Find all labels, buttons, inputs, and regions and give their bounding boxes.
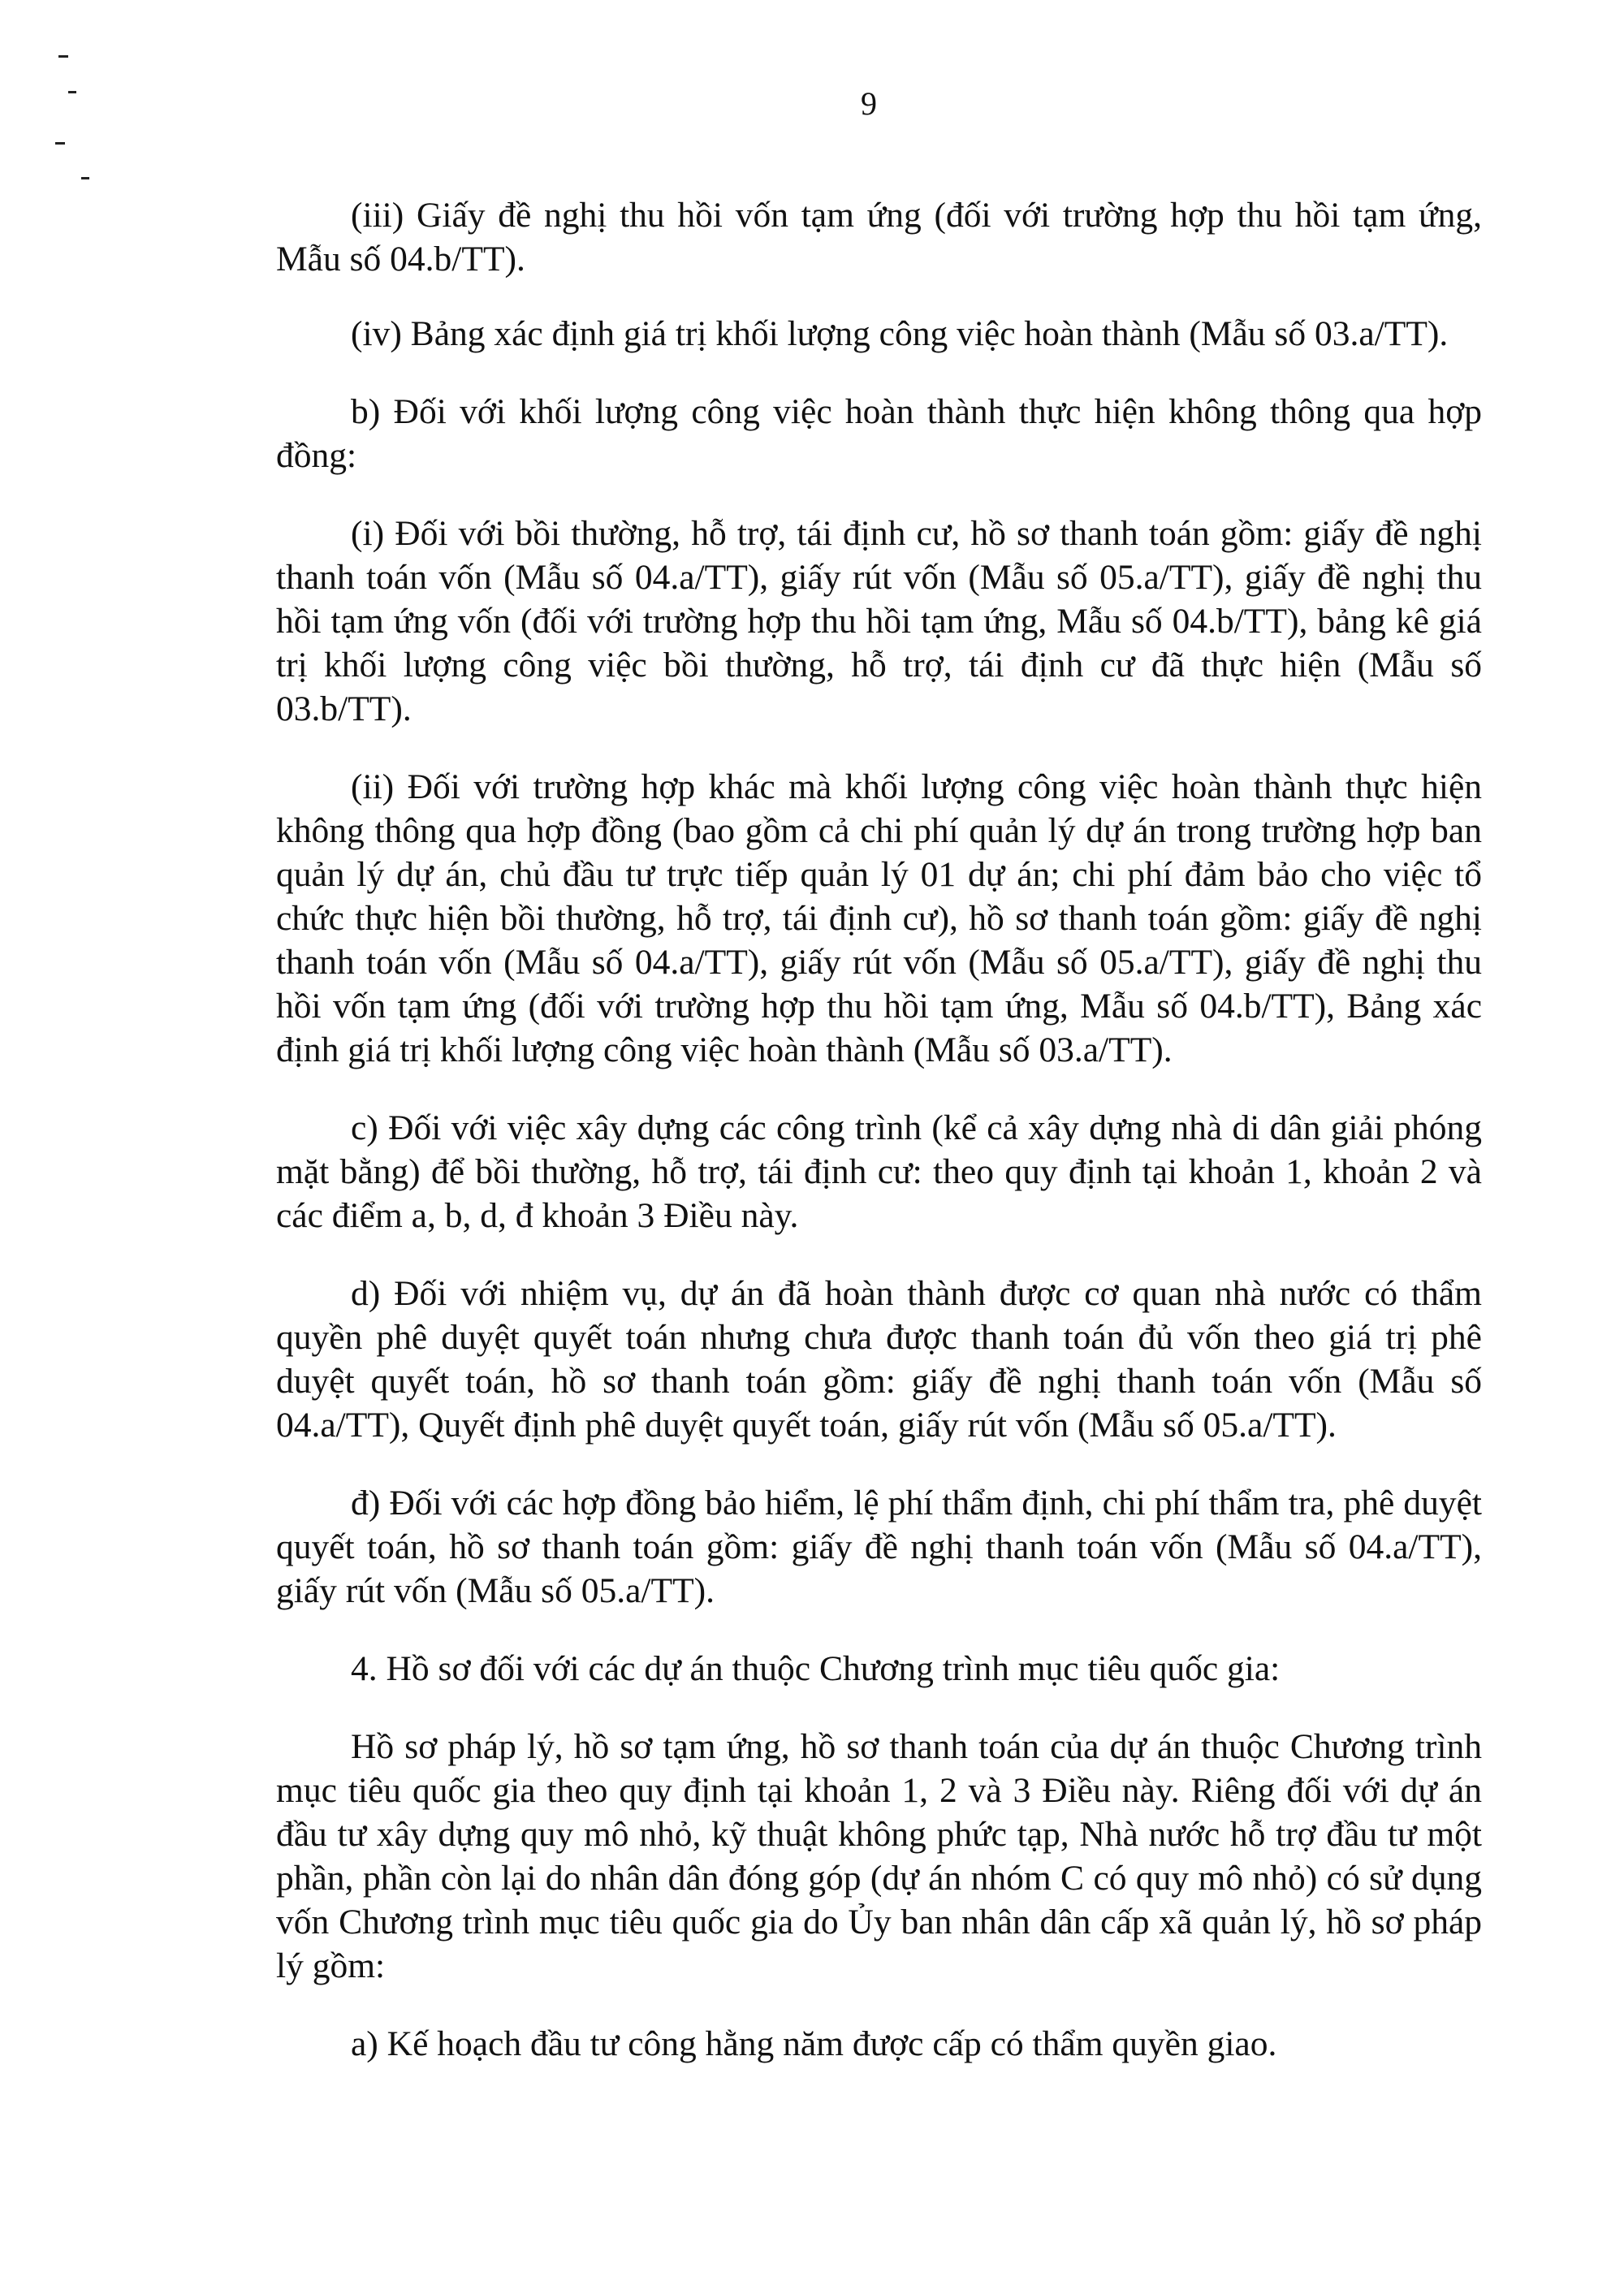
paragraph-iii-recovery-request: (iii) Giấy đề nghị thu hồi vốn tạm ứng (đối với trường hợp thu hồi tạm ứng, Mẫu số 04.b/TT). (276, 196, 1482, 279)
margin-mark (81, 177, 89, 179)
paragraph-a-investment-plan: a) Kế hoạch đầu tư công hằng năm được cấp có thẩm quyền giao. (351, 2024, 1277, 2063)
paragraph-ii-other-cases: (ii) Đối với trường hợp khác mà khối lượng công việc hoàn thành thực hiện không thông qua hợp đồng (bao gồm cả chi phí quản lý dự án trong trường hợp ban quản lý dự án, chủ đầu tư trực tiếp quản lý 01 dự án; chi phí đảm bảo cho việc tổ chức thực hiện bồi thường, hỗ trợ, tái định cư), hồ sơ thanh toán gồm: giấy đề nghị thanh toán vốn (Mẫu số 04.a/TT), giấy rút vốn (Mẫu số 05.a/TT), giấy đề nghị thu hồi vốn tạm ứng (đối với trường hợp thu hồi tạm ứng, Mẫu số 04.b/TT), Bảng xác định giá trị khối lượng công việc hoàn thành (Mẫu số 03.a/TT). (276, 767, 1482, 1069)
paragraph-i-compensation: (i) Đối với bồi thường, hỗ trợ, tái định cư, hồ sơ thanh toán gồm: giấy đề nghị thanh toán vốn (Mẫu số 04.a/TT), giấy rút vốn (Mẫu số 05.a/TT), giấy đề nghị thu hồi tạm ứng vốn (đối với trường hợp thu hồi tạm ứng, Mẫu số 04.b/TT), bảng kê giá trị khối lượng công việc bồi thường, hỗ trợ, tái định cư đã thực hiện (Mẫu số 03.b/TT). (276, 514, 1482, 728)
margin-mark (58, 55, 68, 58)
paragraph-dd-insurance: đ) Đối với các hợp đồng bảo hiểm, lệ phí thẩm định, chi phí thẩm tra, phê duyệt quyết toán, hồ sơ thanh toán gồm: giấy đề nghị thanh toán vốn (Mẫu số 04.a/TT), giấy rút vốn (Mẫu số 05.a/TT). (276, 1484, 1482, 1610)
document-body (276, 193, 1482, 2100)
paragraph-c-construction: c) Đối với việc xây dựng các công trình (kể cả xây dựng nhà di dân giải phóng mặt bằng) để bồi thường, hỗ trợ, tái định cư: theo quy định tại khoản 1, khoản 2 và các điểm a, b, d, đ khoản 3 Điều này. (276, 1108, 1482, 1235)
paragraph-iv-completed-volume: (iv) Bảng xác định giá trị khối lượng công việc hoàn thành (Mẫu số 03.a/TT). (351, 314, 1449, 353)
paragraph-legal-dossier: Hồ sơ pháp lý, hồ sơ tạm ứng, hồ sơ thanh toán của dự án thuộc Chương trình mục tiêu quốc gia theo quy định tại khoản 1, 2 và 3 Điều này. Riêng đối với dự án đầu tư xây dựng quy mô nhỏ, kỹ thuật không phức tạp, Nhà nước hỗ trợ đầu tư một phần, phần còn lại do nhân dân đóng góp (dự án nhóm C có quy mô nhỏ) có sử dụng vốn Chương trình mục tiêu quốc gia do Ủy ban nhân dân cấp xã quản lý, hồ sơ pháp lý gồm: (276, 1727, 1482, 1985)
paragraph-d-approved-settlement: d) Đối với nhiệm vụ, dự án đã hoàn thành được cơ quan nhà nước có thẩm quyền phê duyệt quyết toán nhưng chưa được thanh toán đủ vốn theo giá trị phê duyệt quyết toán, hồ sơ thanh toán gồm: giấy đề nghị thanh toán vốn (Mẫu số 04.a/TT), Quyết định phê duyệt quyết toán, giấy rút vốn (Mẫu số 05.a/TT). (276, 1274, 1482, 1445)
paragraph-b-non-contract: b) Đối với khối lượng công việc hoàn thành thực hiện không thông qua hợp đồng: (276, 392, 1482, 475)
page-number: 9 (861, 85, 877, 122)
margin-mark (55, 142, 65, 145)
paragraph-4-national-target: 4. Hồ sơ đối với các dự án thuộc Chương trình mục tiêu quốc gia: (351, 1649, 1281, 1688)
